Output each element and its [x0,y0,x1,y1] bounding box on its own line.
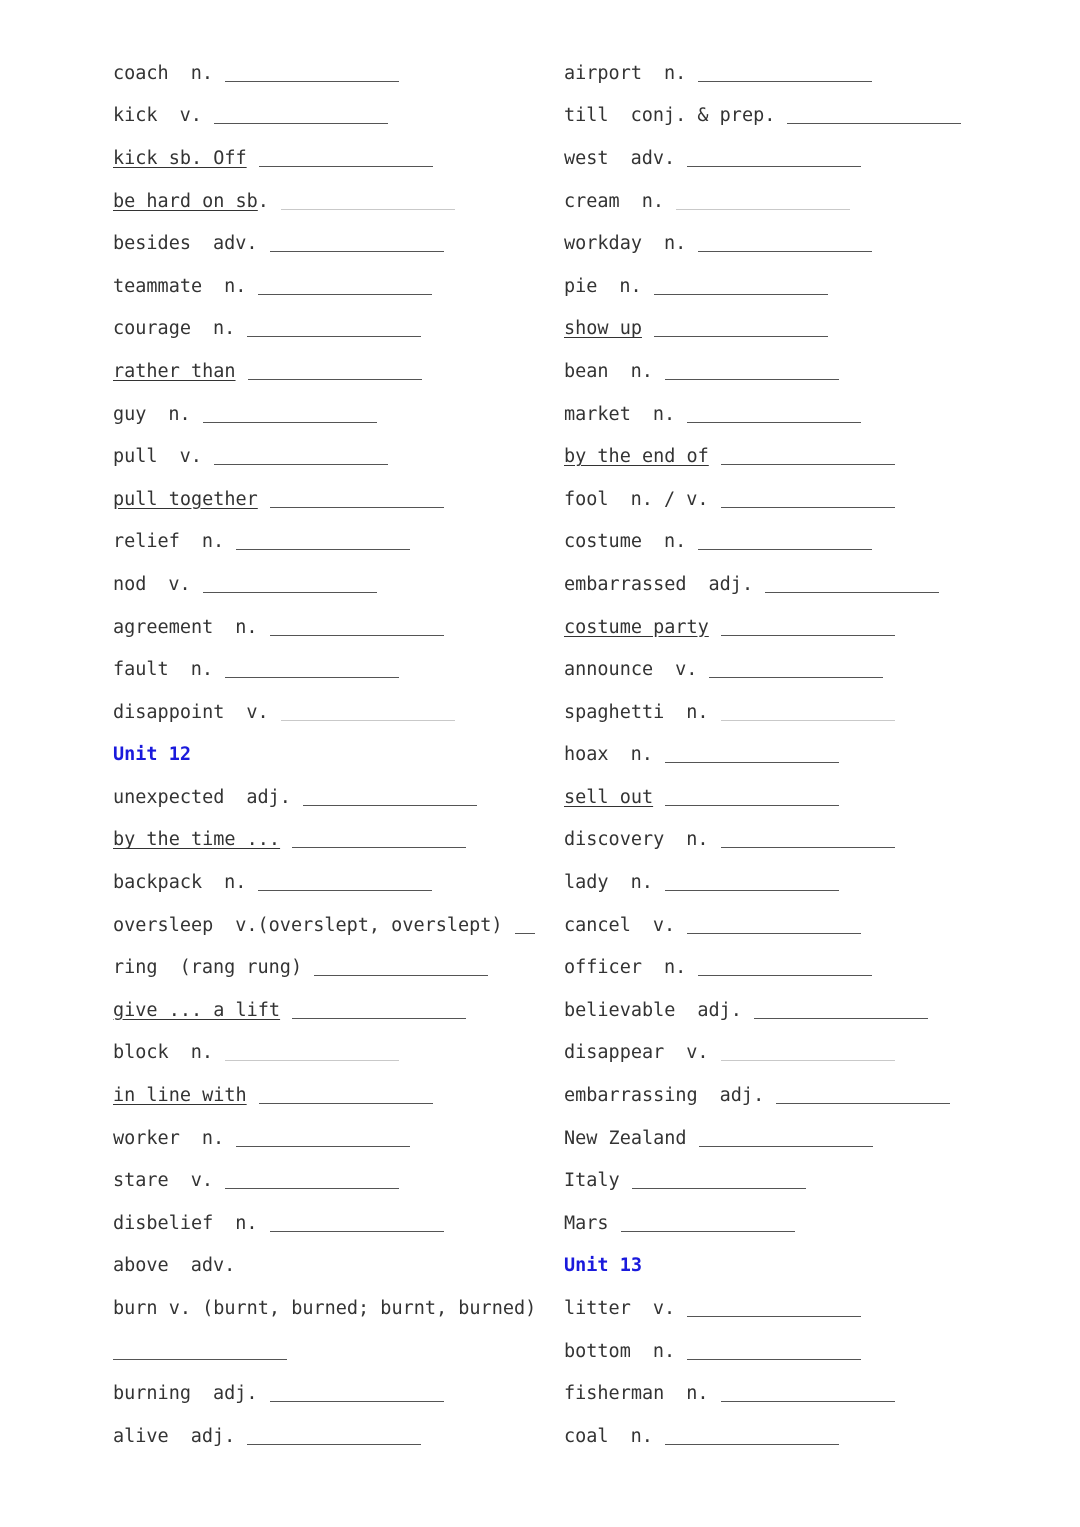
vocab-word: courage [113,318,191,340]
vocab-row [564,478,1004,521]
vocab-word: bottom [564,1340,631,1362]
left-vocab-column [113,52,543,1458]
answer-blank[interactable] [225,1060,399,1061]
vocab-row [113,989,543,1032]
part-of-speech: (rang rung) [179,957,303,979]
answer-blank[interactable] [709,677,883,678]
unit-heading [113,734,543,777]
vocab-row [564,180,1004,223]
vocab-word: stare [113,1170,169,1192]
part-of-speech: n. [201,1127,225,1149]
part-of-speech: adj. [190,1425,236,1447]
part-of-speech: n. [619,275,642,297]
vocab-row [564,1159,1004,1202]
part-of-speech: v. [675,659,698,681]
vocab-word: bean [564,360,609,382]
vocab-phrase: in line with [113,1085,247,1107]
unit-heading [564,1245,1004,1288]
part-of-speech: n. [663,62,687,84]
vocab-word: guy [113,403,147,425]
vocab-word: kick [113,105,158,127]
answer-blank[interactable] [687,166,861,167]
vocab-word: spaghetti [564,701,665,723]
vocab-row [564,393,1004,436]
vocab-word: litter [564,1298,631,1320]
part-of-speech: n. [652,1340,676,1362]
vocab-row [564,606,1004,649]
vocab-row [564,1330,1004,1373]
answer-blank[interactable] [654,336,828,337]
part-of-speech: n. [190,659,213,681]
part-of-speech: n. [686,1383,709,1405]
vocab-word: cream [564,190,620,212]
vocab-word: besides [113,233,191,255]
vocab-word: coal [564,1425,609,1447]
vocab-phrase: be hard on sb [113,190,258,212]
answer-blank[interactable] [225,1188,399,1189]
vocab-row [113,1330,543,1373]
answer-blank[interactable] [203,422,377,423]
vocab-row [113,222,543,265]
answer-blank[interactable] [270,1231,444,1232]
part-of-speech: n. [235,1212,258,1234]
vocab-phrase: costume party [564,616,709,638]
answer-blank[interactable] [687,422,861,423]
part-of-speech: n. [224,275,247,297]
vocab-row [113,1074,543,1117]
vocab-word: relief [113,531,180,553]
vocab-row [564,435,1004,478]
vocab-row [113,691,543,734]
vocab-word: worker [113,1127,180,1149]
vocab-word: till [564,105,609,127]
answer-blank[interactable] [765,592,939,593]
vocab-row [564,521,1004,564]
answer-blank[interactable] [721,1401,895,1402]
vocab-word: pull [113,446,158,468]
vocab-row [113,1372,543,1415]
vocab-word: lady [564,872,609,894]
vocab-word: costume [564,531,642,553]
part-of-speech: v. [179,105,202,127]
vocab-word: workday [564,233,642,255]
part-of-speech: conj. & prep. [630,105,776,127]
part-of-speech: n. [630,360,653,382]
vocab-row [564,819,1004,862]
vocab-row [564,563,1004,606]
vocab-row [113,1415,543,1458]
vocab-phrase: kick sb. Off [113,147,247,169]
answer-blank[interactable] [665,1444,839,1445]
answer-blank[interactable] [698,251,872,252]
vocab-word: agreement [113,616,214,638]
answer-blank[interactable] [247,1444,421,1445]
answer-blank[interactable] [303,805,477,806]
answer-blank[interactable] [270,251,444,252]
vocab-row [113,1202,543,1245]
vocab-word: ring [113,957,158,979]
part-of-speech: v. [179,446,202,468]
vocab-word: teammate [113,275,203,297]
vocab-row [564,691,1004,734]
vocab-row [113,350,543,393]
answer-blank[interactable] [270,1401,444,1402]
vocab-row [564,946,1004,989]
answer-blank[interactable] [621,1231,795,1232]
vocab-word: burning [113,1383,191,1405]
vocab-row [564,734,1004,777]
answer-blank[interactable] [721,1060,895,1061]
answer-blank[interactable] [687,933,861,934]
answer-blank[interactable] [515,933,535,934]
answer-blank[interactable] [225,677,399,678]
vocab-word: unexpected [113,786,225,808]
vocab-word: discovery [564,829,665,851]
answer-blank[interactable] [665,890,839,891]
vocab-row [564,1287,1004,1330]
part-of-speech: v.(overslept, overslept) [235,914,503,936]
vocab-suffix: . [257,190,269,212]
answer-blank[interactable] [699,1146,873,1147]
vocab-row [113,1159,543,1202]
right-vocab-column [564,52,1004,1458]
answer-blank[interactable] [214,464,388,465]
vocab-word: alive [113,1425,169,1447]
answer-blank[interactable] [632,1188,806,1189]
vocab-word: block [113,1042,169,1064]
part-of-speech: n. [190,1042,213,1064]
vocab-row [564,1202,1004,1245]
vocab-row [113,819,543,862]
answer-blank[interactable] [654,294,828,295]
vocab-word: backpack [113,872,203,894]
answer-blank[interactable] [258,294,432,295]
vocab-row [564,1117,1004,1160]
vocab-word: disappear [564,1042,665,1064]
vocab-row [564,350,1004,393]
vocab-word: Mars [564,1212,609,1234]
vocab-row [113,776,543,819]
answer-blank[interactable] [314,975,488,976]
vocab-row [564,52,1004,95]
part-of-speech: adv. [630,147,676,169]
vocab-row [113,137,543,180]
part-of-speech: n. [168,403,191,425]
vocab-word: burn v. (burnt, burned; burnt, burned) [113,1298,537,1320]
vocab-phrase: by the time ... [113,829,281,851]
answer-blank[interactable] [721,507,895,508]
part-of-speech: v. [686,1042,709,1064]
part-of-speech: adj. [246,786,291,808]
part-of-speech: adj. [697,999,742,1021]
vocab-word: pie [564,275,598,297]
answer-blank[interactable] [113,1359,287,1360]
vocab-word: fault [113,659,169,681]
answer-blank[interactable] [687,1359,861,1360]
answer-blank[interactable] [721,720,895,721]
vocab-word: oversleep [113,914,214,936]
vocab-word: above [113,1255,169,1277]
vocab-row [113,52,543,95]
vocab-word: fisherman [564,1383,665,1405]
vocab-row [113,1287,543,1330]
answer-blank[interactable] [248,379,422,380]
part-of-speech: n. [686,701,709,723]
part-of-speech: v. [652,1298,676,1320]
answer-blank[interactable] [698,549,872,550]
vocab-row [564,308,1004,351]
vocab-row [564,265,1004,308]
vocab-word: Italy [564,1170,620,1192]
answer-blank[interactable] [687,1316,861,1317]
vocab-word: disbelief [113,1212,214,1234]
vocab-row [564,776,1004,819]
vocab-phrase: show up [564,318,642,340]
vocab-word: nod [113,573,147,595]
vocab-row [564,904,1004,947]
answer-blank[interactable] [203,592,377,593]
vocab-row [113,1032,543,1075]
part-of-speech: v. [652,914,676,936]
part-of-speech: n. [212,318,236,340]
part-of-speech: n. [641,190,664,212]
vocab-row [113,648,543,691]
answer-blank[interactable] [665,805,839,806]
answer-blank[interactable] [721,847,895,848]
part-of-speech: n. [630,872,653,894]
vocab-row [113,946,543,989]
vocab-row [113,606,543,649]
part-of-speech: adv. [212,233,258,255]
part-of-speech: n. [235,616,258,638]
answer-blank[interactable] [247,336,421,337]
answer-blank[interactable] [676,209,850,210]
answer-blank[interactable] [259,1103,433,1104]
answer-blank[interactable] [281,720,455,721]
part-of-speech: v. [246,701,269,723]
vocab-phrase: rather than [113,360,236,382]
answer-blank[interactable] [754,1018,928,1019]
part-of-speech: n. [663,531,687,553]
vocab-row [113,95,543,138]
vocab-phrase: sell out [564,786,654,808]
vocab-word: officer [564,957,642,979]
answer-blank[interactable] [270,507,444,508]
vocab-word: New Zealand [564,1127,687,1149]
vocab-phrase: pull together [113,488,258,510]
vocab-row [564,222,1004,265]
vocab-row [564,137,1004,180]
part-of-speech: n. [201,531,225,553]
vocab-word: hoax [564,744,609,766]
vocab-row [564,989,1004,1032]
part-of-speech: adj. [719,1085,765,1107]
answer-blank[interactable] [665,762,839,763]
answer-blank[interactable] [259,166,433,167]
answer-blank[interactable] [721,635,895,636]
vocab-row [113,563,543,606]
vocab-row [564,1415,1004,1458]
vocab-row [564,1032,1004,1075]
part-of-speech: adj. [708,573,754,595]
answer-blank[interactable] [698,975,872,976]
vocab-word: airport [564,62,642,84]
answer-blank[interactable] [236,1146,410,1147]
part-of-speech: adj. [212,1383,258,1405]
answer-blank[interactable] [292,1018,466,1019]
vocab-row [113,180,543,223]
part-of-speech: n. [190,62,213,84]
part-of-speech: n. [652,403,676,425]
answer-blank[interactable] [787,123,961,124]
answer-blank[interactable] [214,123,388,124]
vocab-word: west [564,147,609,169]
answer-blank[interactable] [225,81,399,82]
vocab-row [564,1372,1004,1415]
vocab-word: cancel [564,914,631,936]
vocab-row [113,478,543,521]
vocab-word: coach [113,62,169,84]
vocab-phrase: give ... a lift [113,999,281,1021]
vocab-word: embarrassing [564,1085,698,1107]
answer-blank[interactable] [281,209,455,210]
part-of-speech: v. [190,1170,213,1192]
answer-blank[interactable] [236,549,410,550]
part-of-speech: n. [686,829,709,851]
answer-blank[interactable] [698,81,872,82]
vocab-row [113,904,543,947]
part-of-speech: adv. [190,1255,236,1277]
answer-blank[interactable] [270,635,444,636]
part-of-speech: n. [224,872,247,894]
vocab-row [564,1074,1004,1117]
unit-title: Unit 13 [564,1255,642,1277]
vocab-word: market [564,403,631,425]
vocab-row [113,393,543,436]
vocab-phrase: by the end of [564,446,709,468]
vocab-row [113,265,543,308]
vocab-row [113,861,543,904]
vocab-word: fool [564,488,609,510]
vocab-word: announce [564,659,654,681]
answer-blank[interactable] [292,847,466,848]
vocab-word: believable [564,999,676,1021]
answer-blank[interactable] [721,464,895,465]
answer-blank[interactable] [776,1103,950,1104]
vocab-row [113,435,543,478]
answer-blank[interactable] [258,890,432,891]
part-of-speech: n. [630,1425,653,1447]
vocab-row [113,521,543,564]
vocab-row [113,1117,543,1160]
vocab-row [564,95,1004,138]
vocab-row [113,1245,543,1288]
vocab-word: disappoint [113,701,225,723]
part-of-speech: n. [663,957,687,979]
vocab-row [564,861,1004,904]
part-of-speech: n. / v. [630,488,709,510]
vocab-row [113,308,543,351]
answer-blank[interactable] [665,379,839,380]
part-of-speech: v. [168,573,191,595]
vocab-row [564,648,1004,691]
part-of-speech: n. [630,744,653,766]
unit-title: Unit 12 [113,744,191,766]
part-of-speech: n. [663,233,687,255]
vocab-word: embarrassed [564,573,687,595]
